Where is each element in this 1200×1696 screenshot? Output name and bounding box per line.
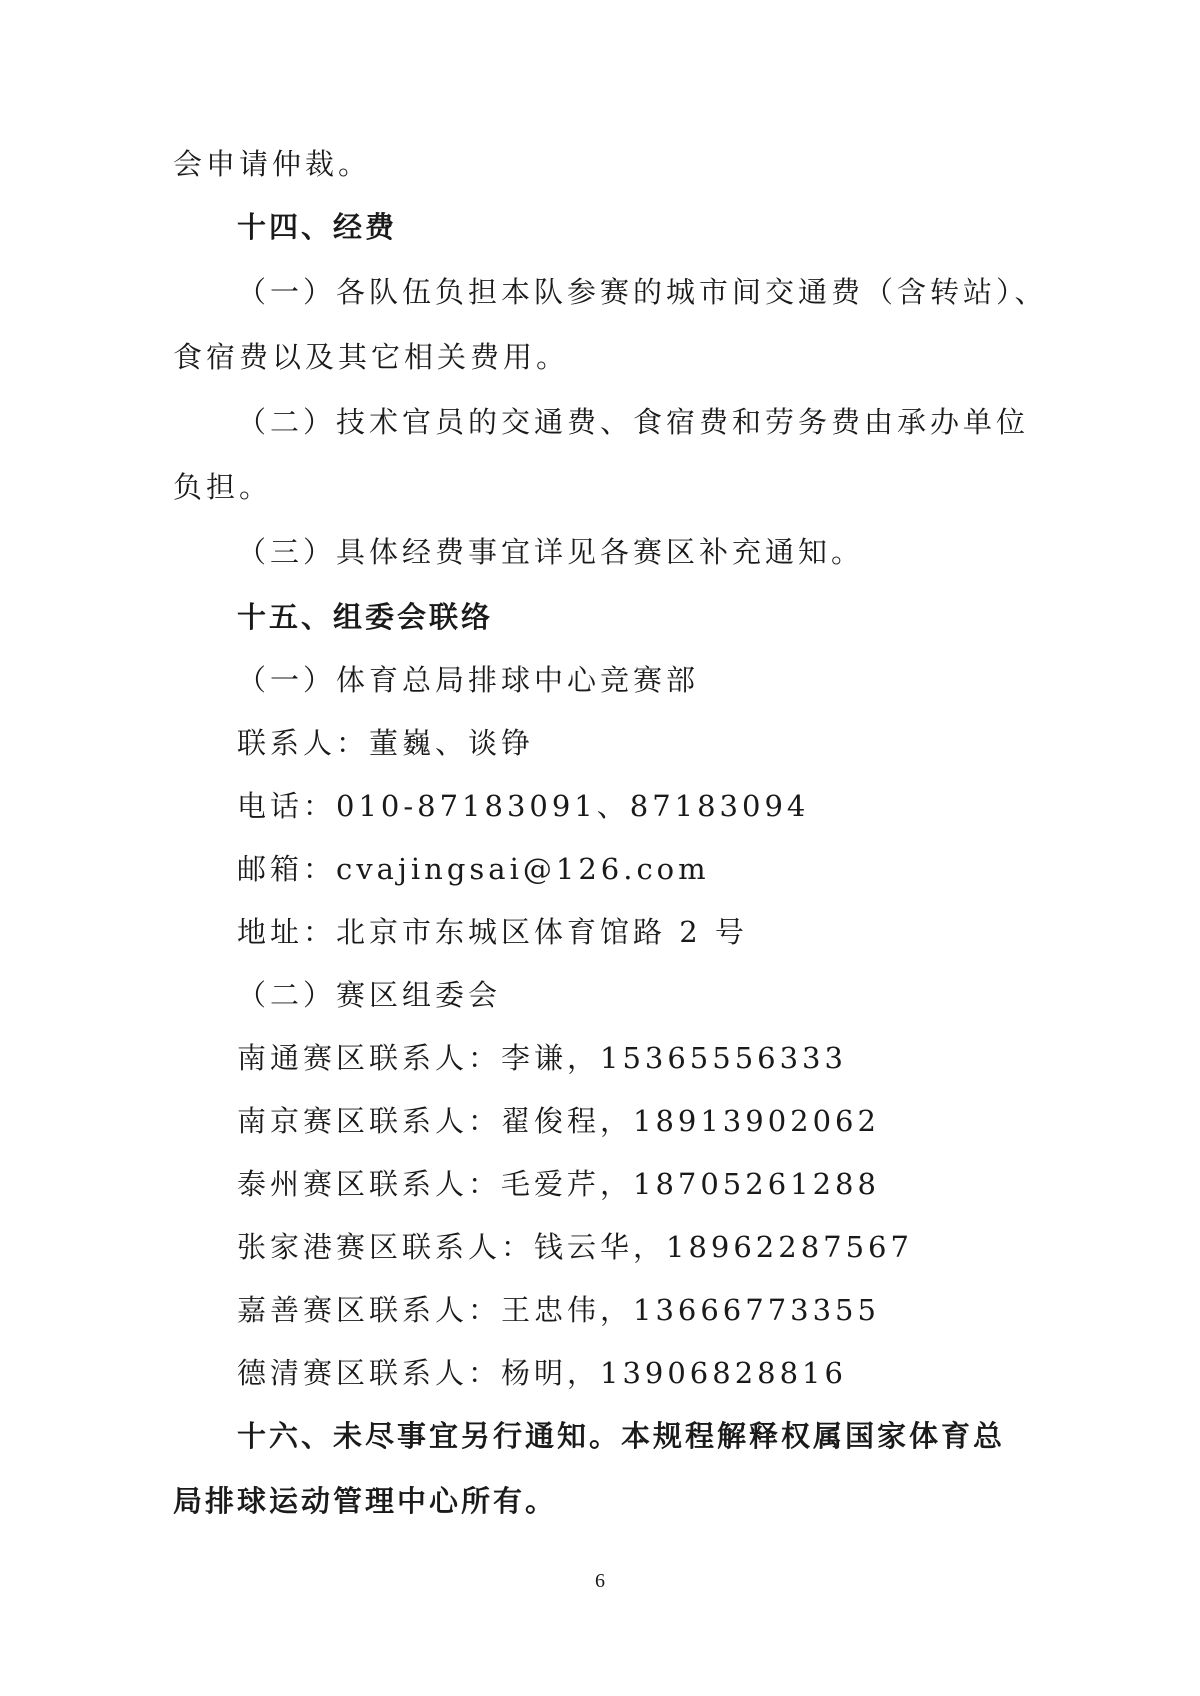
region-contact: 嘉善赛区联系人：王忠伟，13666773355 <box>237 1293 880 1327</box>
contact-email: 邮箱：cvajingsai@126.com <box>237 852 710 886</box>
region-contact: 南京赛区联系人：翟俊程，18913902062 <box>237 1104 880 1138</box>
contact-address: 地址：北京市东城区体育馆路 2 号 <box>237 915 748 949</box>
section-heading-fifteen: 十五、组委会联络 <box>237 600 494 634</box>
region-contact: 张家港赛区联系人：钱云华，18962287567 <box>237 1230 913 1264</box>
closing-statement: 十六、未尽事宜另行通知。本规程解释权属国家体育总 <box>237 1419 1006 1453</box>
contact-phone: 电话：010-87183091、87183094 <box>237 789 810 823</box>
text-line: 食宿费以及其它相关费用。 <box>173 340 570 374</box>
page-number: 6 <box>595 1570 605 1592</box>
text-line: （二）赛区组委会 <box>237 978 502 1012</box>
contact-people: 联系人：董巍、谈铮 <box>237 726 535 760</box>
region-contact: 南通赛区联系人：李谦，15365556333 <box>237 1041 847 1075</box>
text-line: （二）技术官员的交通费、食宿费和劳务费由承办单位 <box>237 405 1030 439</box>
text-line: 会申请仲裁。 <box>173 147 372 181</box>
closing-statement: 局排球运动管理中心所有。 <box>173 1484 558 1518</box>
region-contact: 德清赛区联系人：杨明，13906828816 <box>237 1356 847 1390</box>
text-line: （一）各队伍负担本队参赛的城市间交通费（含转站）、 <box>237 275 1048 309</box>
section-heading-fourteen: 十四、经费 <box>237 210 398 244</box>
text-line: （三）具体经费事宜详见各赛区补充通知。 <box>237 535 865 569</box>
text-line: （一）体育总局排球中心竞赛部 <box>237 663 700 697</box>
text-line: 负担。 <box>173 470 273 504</box>
region-contact: 泰州赛区联系人：毛爱芹，18705261288 <box>237 1167 880 1201</box>
